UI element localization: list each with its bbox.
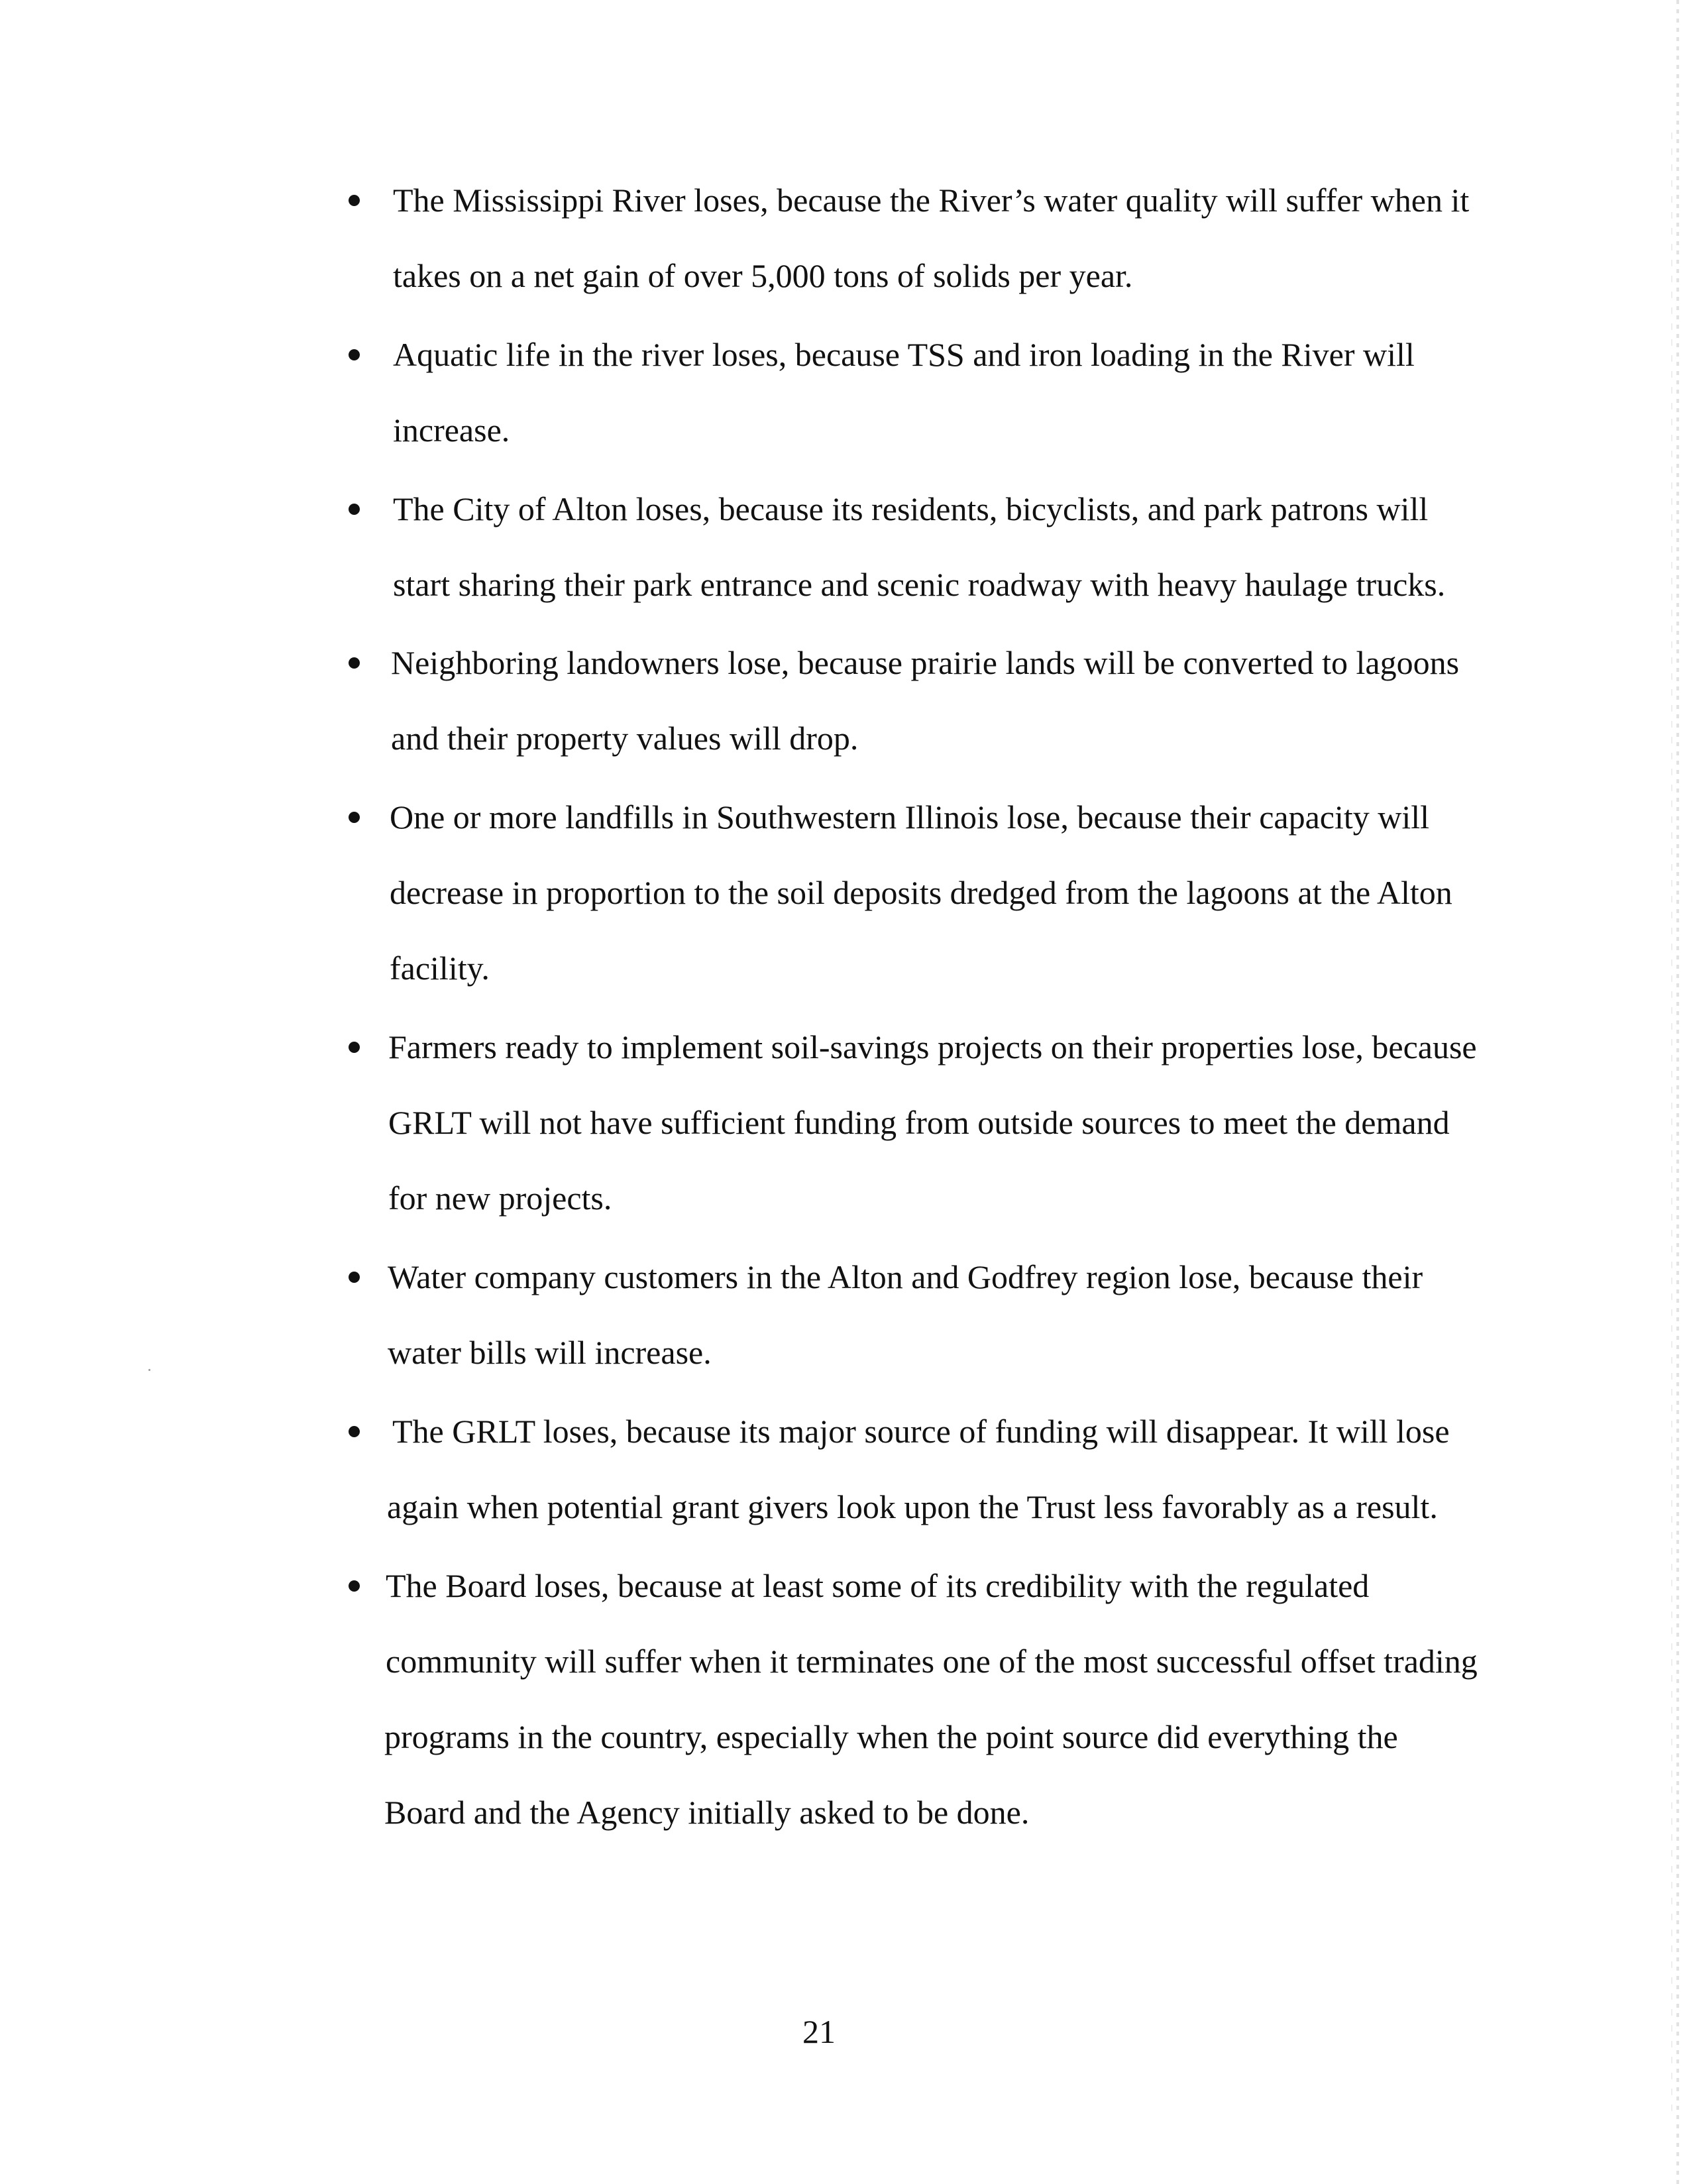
bullet-text-line: again when potential grant givers look upon the Trust less favorably as a result. [387,1488,1438,1525]
bullet-text-line: Neighboring landowners lose, because prairie lands will be converted to lagoons [391,644,1460,681]
bullet-dot [349,1426,360,1437]
bullet-text-line: One or more landfills in Southwestern Illinois lose, because their capacity will [390,798,1430,836]
bullet-text-line: increase. [393,411,510,449]
bullet-dot [349,504,360,515]
bullet-text-line: takes on a net gain of over 5,000 tons of solids per year. [393,257,1133,294]
bullet-text-line: The Board loses, because at least some of its credibility with the regulated [386,1567,1370,1604]
bullet-text-line: The Mississippi River loses, because the River’s water quality will suffer when it [393,182,1470,219]
bullet-dot [349,1272,360,1283]
bullet-text-line: community will suffer when it terminates one of the most successful offset trading [386,1643,1478,1680]
bullet-dot [349,349,360,360]
bullet-dot [349,1042,360,1053]
bullet-dot [349,812,360,823]
bullet-text-line: programs in the country, especially when the point source did everything the [384,1718,1398,1755]
bullet-text-line: start sharing their park entrance and scenic roadway with heavy haulage trucks. [393,566,1446,603]
bullet-text-line: GRLT will not have sufficient funding from outside sources to meet the demand [388,1104,1450,1141]
bullet-text-line: Water company customers in the Alton and Godfrey region lose, because their [388,1258,1423,1295]
bullet-text-line: The City of Alton loses, because its residents, bicyclists, and park patrons will [393,490,1429,527]
bullet-text-line: water bills will increase. [388,1334,712,1371]
bullet-dot [349,1580,360,1592]
bullet-text-line: decrease in proportion to the soil deposits dredged from the lagoons at the Alton [390,874,1452,911]
bullet-dot [349,657,360,669]
bullet-text-line: The GRLT loses, because its major source of funding will disappear. It will lose [392,1413,1450,1450]
page-number: 21 [802,2013,836,2050]
bullet-text-line: Farmers ready to implement soil-savings projects on their properties lose, because [388,1028,1477,1065]
bullet-dot [349,195,360,206]
bullet-text-line: for new projects. [388,1179,612,1217]
bullet-text-line: and their property values will drop. [391,720,859,757]
bullet-text-line: Aquatic life in the river loses, because TSS and iron loading in the River will [393,336,1415,373]
bullet-text-line: Board and the Agency initially asked to be done. [384,1794,1030,1831]
bullet-text-line: facility. [390,950,490,987]
